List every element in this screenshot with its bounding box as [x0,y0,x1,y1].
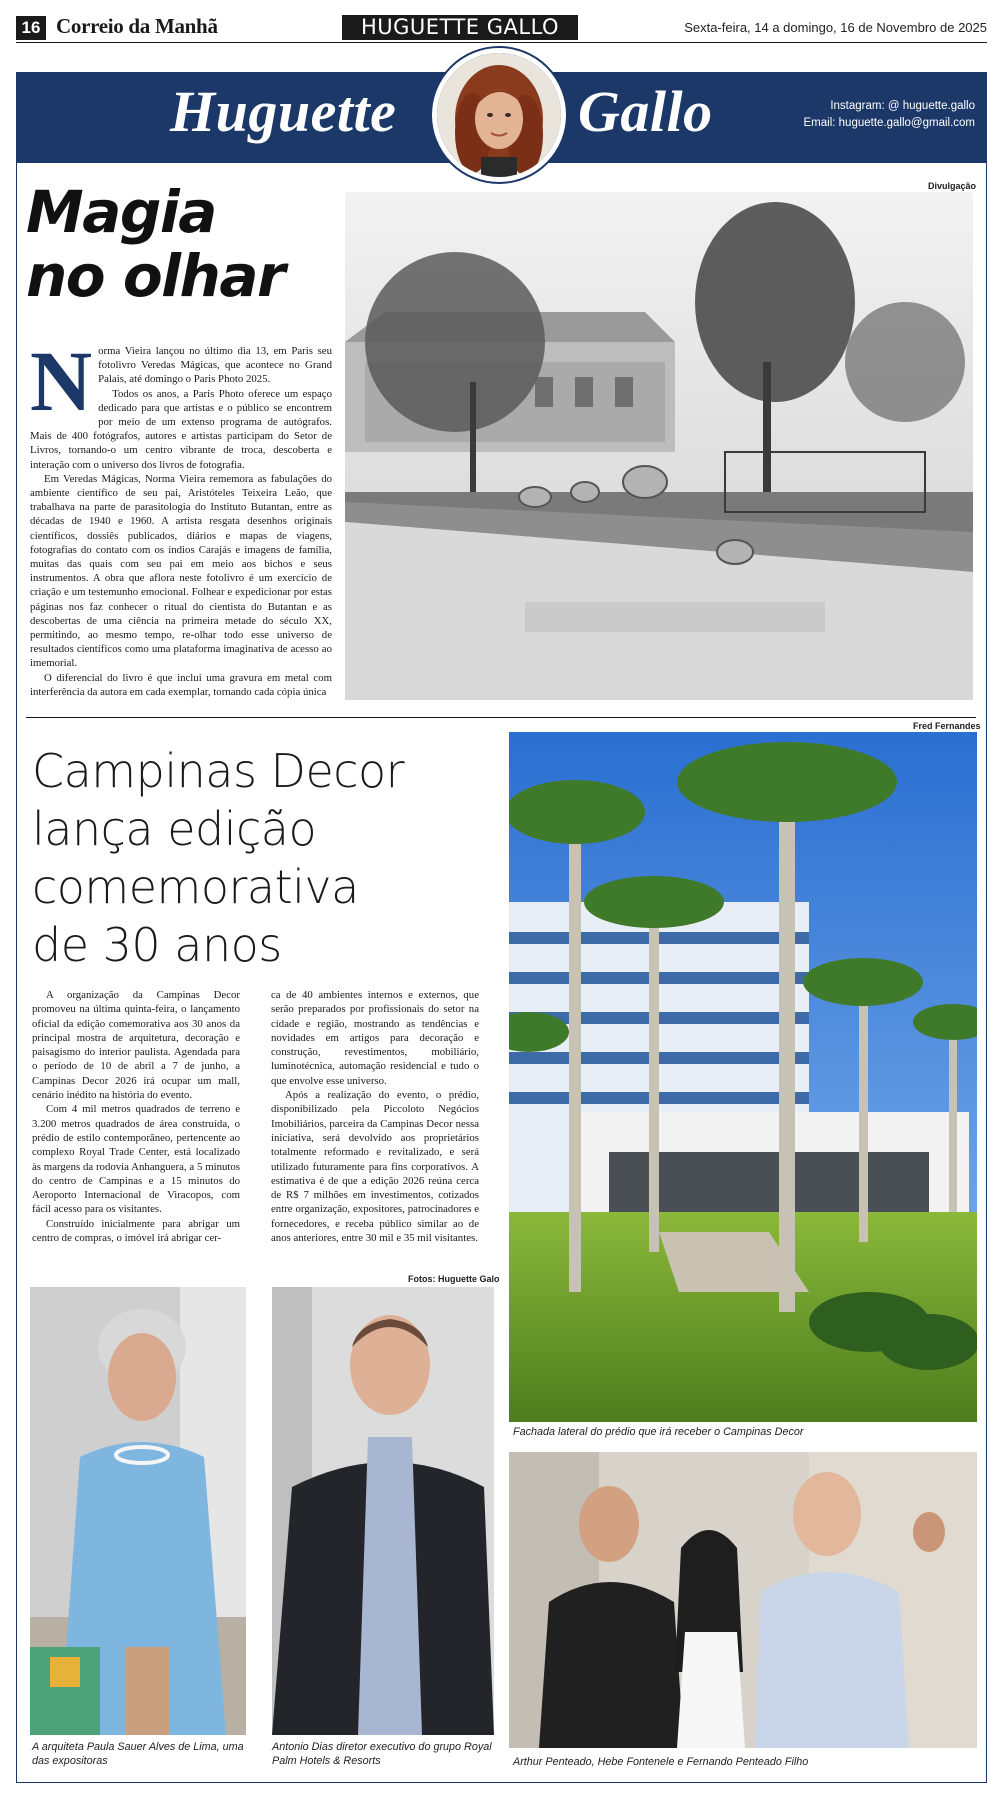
story2-paragraph: Após a realização do evento, o prédio, disponibilizado pela Piccoloto Negócios Imobiliários, parceira da Campinas Decor nessa iniciativa, será devolvido aos proprietários totalmente reformado e revitalizado, e será utilizado futuramente para fins corporativos. A estimativa é de que a edição 2026 reúna cerca de R$ 7 milhões em investimentos, cotizados entre organização, expositores, patrocinadores e fornecedores, e receba público similar ao de anos anteriores, entre 30 mil e 35 mil visitantes. [271,1089,479,1245]
story-divider [26,717,976,718]
story1-paragraph: Todos os anos, a Paris Photo oferece um espaço dedicado para que artistas e o público se encontrem por meio de um extenso programa de autógrafos. Mais de 400 fotógrafos, autores e artistas participam do Setor de Livros, tornando-o um centro vibrante de troca, descoberta e interação com o universo dos livros de fotografia. [30,387,332,471]
story2-headline [32,742,404,974]
column-tag: HUGUETTE GALLO [342,15,578,40]
newspaper-name: Correio da Manhã [56,14,218,38]
columnist-last-name: Gallo [578,79,713,144]
email-address: Email: huguette.gallo@gmail.com [803,117,975,129]
garden-installation-photo [345,192,973,700]
story2-column-1 [32,988,240,1245]
story2-paragraph: A organização da Campinas Decor promoveu na última quinta-feira, o lançamento oficial da edição comemorativa aos 30 anos da principal mostra de arquitetura, decoração e paisagismo do interior paulista. Agendada para o período de 10 de abril a 7 de junho, a Campinas Decor 2026 irá ocupar um mall, cenário inédito na história do evento. [32,989,240,1102]
caption-building: Fachada lateral do prédio que irá receber o Campinas Decor [513,1426,804,1438]
story1-body [30,333,332,699]
antonio-dias-photo [272,1287,494,1735]
story2-headline-line: lança edição [32,802,317,856]
story2-column-2 [271,988,479,1245]
photo-credit-fred-fernandes: Fred Fernandes [913,721,981,731]
story1-headline [26,180,284,308]
columnist-first-name: Huguette [170,79,397,144]
caption-group: Arthur Penteado, Hebe Fontenele e Fernando Penteado Filho [513,1756,809,1768]
story1-headline-line1: Magia [26,178,216,246]
story1-paragraph: orma Vieira lançou no último dia 13, em Paris seu fotolivro Veredas Mágicas, que acontece no Grand Palais, até domingo o Paris Photo 2025. [98,345,332,386]
page-number: 16 [16,16,46,40]
edition-date: Sexta-feira, 14 a domingo, 16 de Novembro de 2025 [684,20,987,35]
story2-headline-line: comemorativa [32,860,359,914]
caption-paula: A arquiteta Paula Sauer Alves de Lima, uma das expositoras [32,1741,244,1767]
story2-paragraph: ca de 40 ambientes internos e externos, que serão preparados por profissionais do setor na cidade e região, mostrando as tendências e novidades em artigos para decoração e construção, revestimentos, mobiliário, luminotécnica, automação residencial e tudo o que envolve esse universo. [271,989,479,1087]
story2-headline-line: de 30 anos [32,918,282,972]
caption-antonio: Antonio Dias diretor executivo do grupo Royal Palm Hotels & Resorts [272,1741,492,1767]
photo-credit-divulgacao: Divulgação [928,181,977,191]
columnist-portrait [432,48,566,182]
story1-paragraph: O diferencial do livro é que inclui uma gravura em metal com interferência da autora em cada exemplar, tornando cada cópia única [30,671,332,698]
story1-paragraph: Em Veredas Mágicas, Norma Vieira rememora as fabulações do ambiente científico de seu pai, Aristóteles Teixeira Leão, que trabalhava na parte de parasitologia do Instituto Butantan, entre as décadas de 1940 e 1960. A artista resgata desenhos originais científicos, dossiês publicados, diários e mapas de viagens, fotografias do contato com os índios Carajás e imagens de família, muitas das quais com seu pai em meio aos bichos e seus instrumentos. A obra que aflora neste fotolivro é um exercício de criação e um testemunho emocional. Folhear e expedicionar por estas páginas nos faz conhecer o ritual do cientista do Butantan e as descobertas de uma ciência na primeira metade do século XX, permitindo, ao mesmo tempo, re-olhar todo esse universo de resultados científicos como uma plataforma imaginativa de acesso ao imemorial. [30,472,332,670]
dropcap: N [30,333,93,429]
paula-sauer-photo [30,1287,246,1735]
group-photo [509,1452,977,1748]
story2-headline-line: Campinas Decor [32,744,405,798]
story2-paragraph: Com 4 mil metros quadrados de terreno e 3.200 metros quadrados de área construída, o prédio de estilo contemporâneo, pertencente ao complexo Royal Trade Center, está localizado às margens da rodovia Anhanguera, a 5 minutos do centro de Campinas e a 15 minutos do Aeroporto Internacional de Viracopos, com fácil acesso para os visitantes. [32,1103,240,1216]
story1-headline-line2: no olhar [26,242,285,310]
building-facade-photo [509,732,977,1422]
story2-paragraph: Construído inicialmente para abrigar um centro de compras, o imóvel irá abrigar cer- [32,1217,240,1245]
instagram-handle: Instagram: @ huguette.gallo [830,100,975,112]
photo-credit-huguette: Fotos: Huguette Galo [408,1274,500,1284]
header-rule [16,42,987,43]
